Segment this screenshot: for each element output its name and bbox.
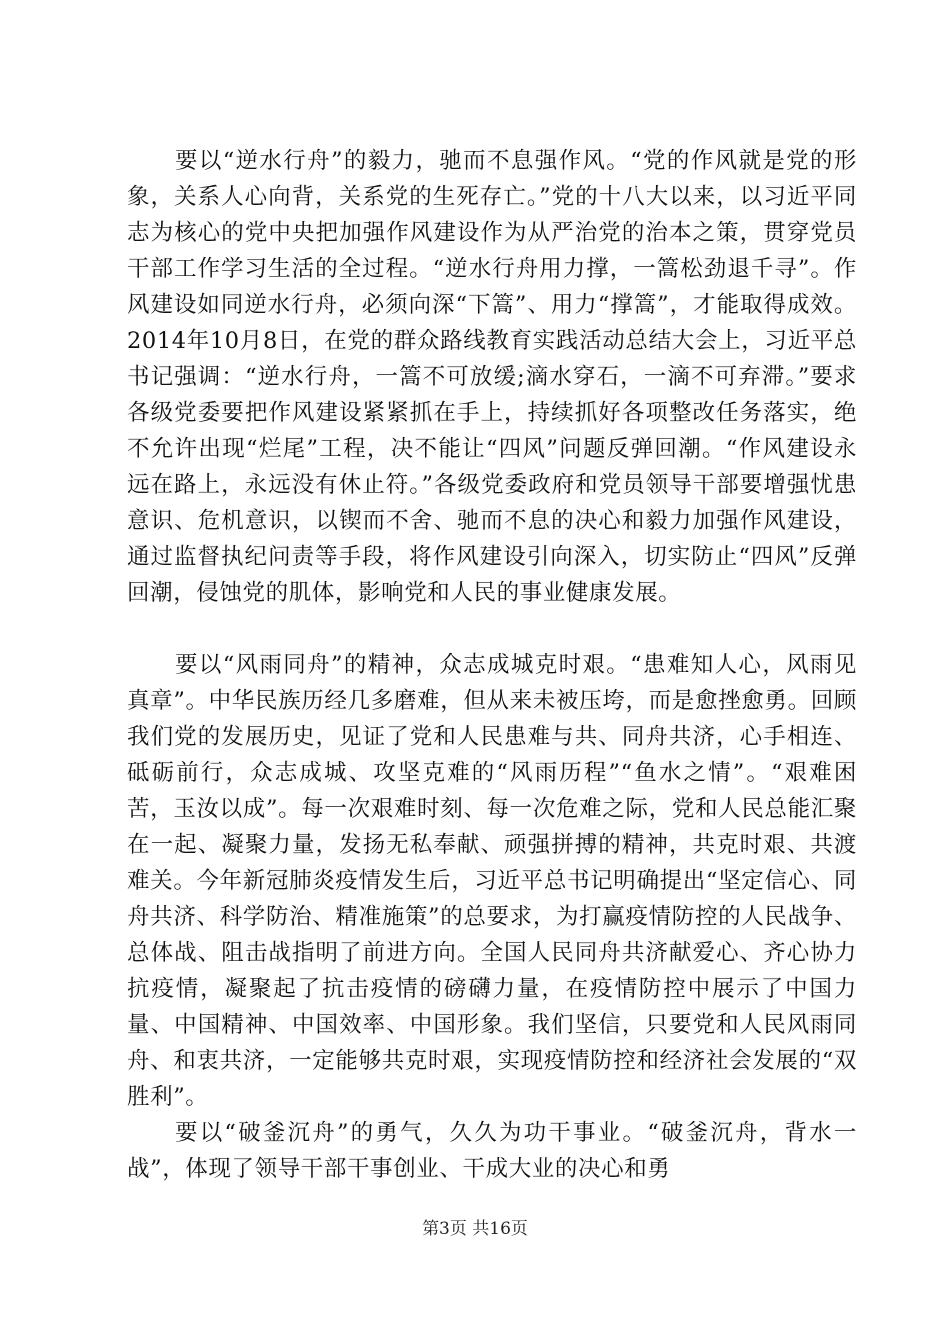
- paragraph-style: 要以“逆水行舟”的毅力，驰而不息强作风。“党的作风就是党的形象，关系人心向背，关系党的生死存亡。”党的十八大以来，以习近平同志为核心的党中央把加强作风建设作为从严治党的治本之策，贯穿党员干部工作学习生活的全过程。“逆水行舟用力撑，一篙松劲退千寻”。作风建设如同逆水行舟，必须向深“下篙”、用力“撑篙”，才能取得成效。2014年10月8日，在党的群众路线教育实践活动总结大会上，习近平总书记强调：“逆水行舟，一篙不可放缓;滴水穿石，一滴不可弃滞。”要求各级党委要把作风建设紧紧抓在手上，持续抓好各项整改任务落实，绝不允许出现“烂尾”工程，决不能让“四风”问题反弹回潮。“作风建设永远在路上，永远没有休止符。”各级党委政府和党员领导干部要增强忧患意识、危机意识，以锲而不舍、驰而不息的决心和毅力加强作风建设，通过监督执纪问责等手段，将作风建设引向深入，切实防止“四风”反弹回潮，侵蚀党的肌体，影响党和人民的事业健康发展。: [127, 148, 857, 606]
- paragraph-courage: 要以“破釜沉舟”的勇气，久久为功干事业。“破釜沉舟，背水一战”，体现了领导干部干事创业、干成大业的决心和勇: [127, 1120, 857, 1182]
- paragraph-gap: [127, 611, 857, 647]
- page-number-footer: 第3页 共16页: [422, 1219, 528, 1239]
- paragraph-unity: 要以“风雨同舟”的精神，众志成城克时艰。“患难知人心，风雨见真章”。中华民族历经几多磨难，但从来未被压垮，而是愈挫愈勇。回顾我们党的发展历史，见证了党和人民患难与共、同舟共济，心手相连、砥砺前行，众志成城、攻坚克难的“风雨历程”“鱼水之情”。“艰难困苦，玉汝以成”。每一次艰难时刻、每一次危难之际，党和人民总能汇聚在一起、凝聚力量，发扬无私奉献、顽强拼搏的精神，共克时艰、共渡难关。今年新冠肺炎疫情发生后，习近平总书记明确提出“坚定信心、同舟共济、科学防治、精准施策”的总要求，为打赢疫情防控的人民战争、总体战、阻击战指明了前进方向。全国人民同舟共济献爱心、齐心协力抗疫情，凝聚起了抗击疫情的磅礴力量，在疫情防控中展示了中国力量、中国精神、中国效率、中国形象。我们坚信，只要党和人民风雨同舟、和衷共济，一定能够共克时艰，实现疫情防控和经济社会发展的“双胜利”。: [127, 652, 857, 1110]
- document-body: [127, 143, 857, 1187]
